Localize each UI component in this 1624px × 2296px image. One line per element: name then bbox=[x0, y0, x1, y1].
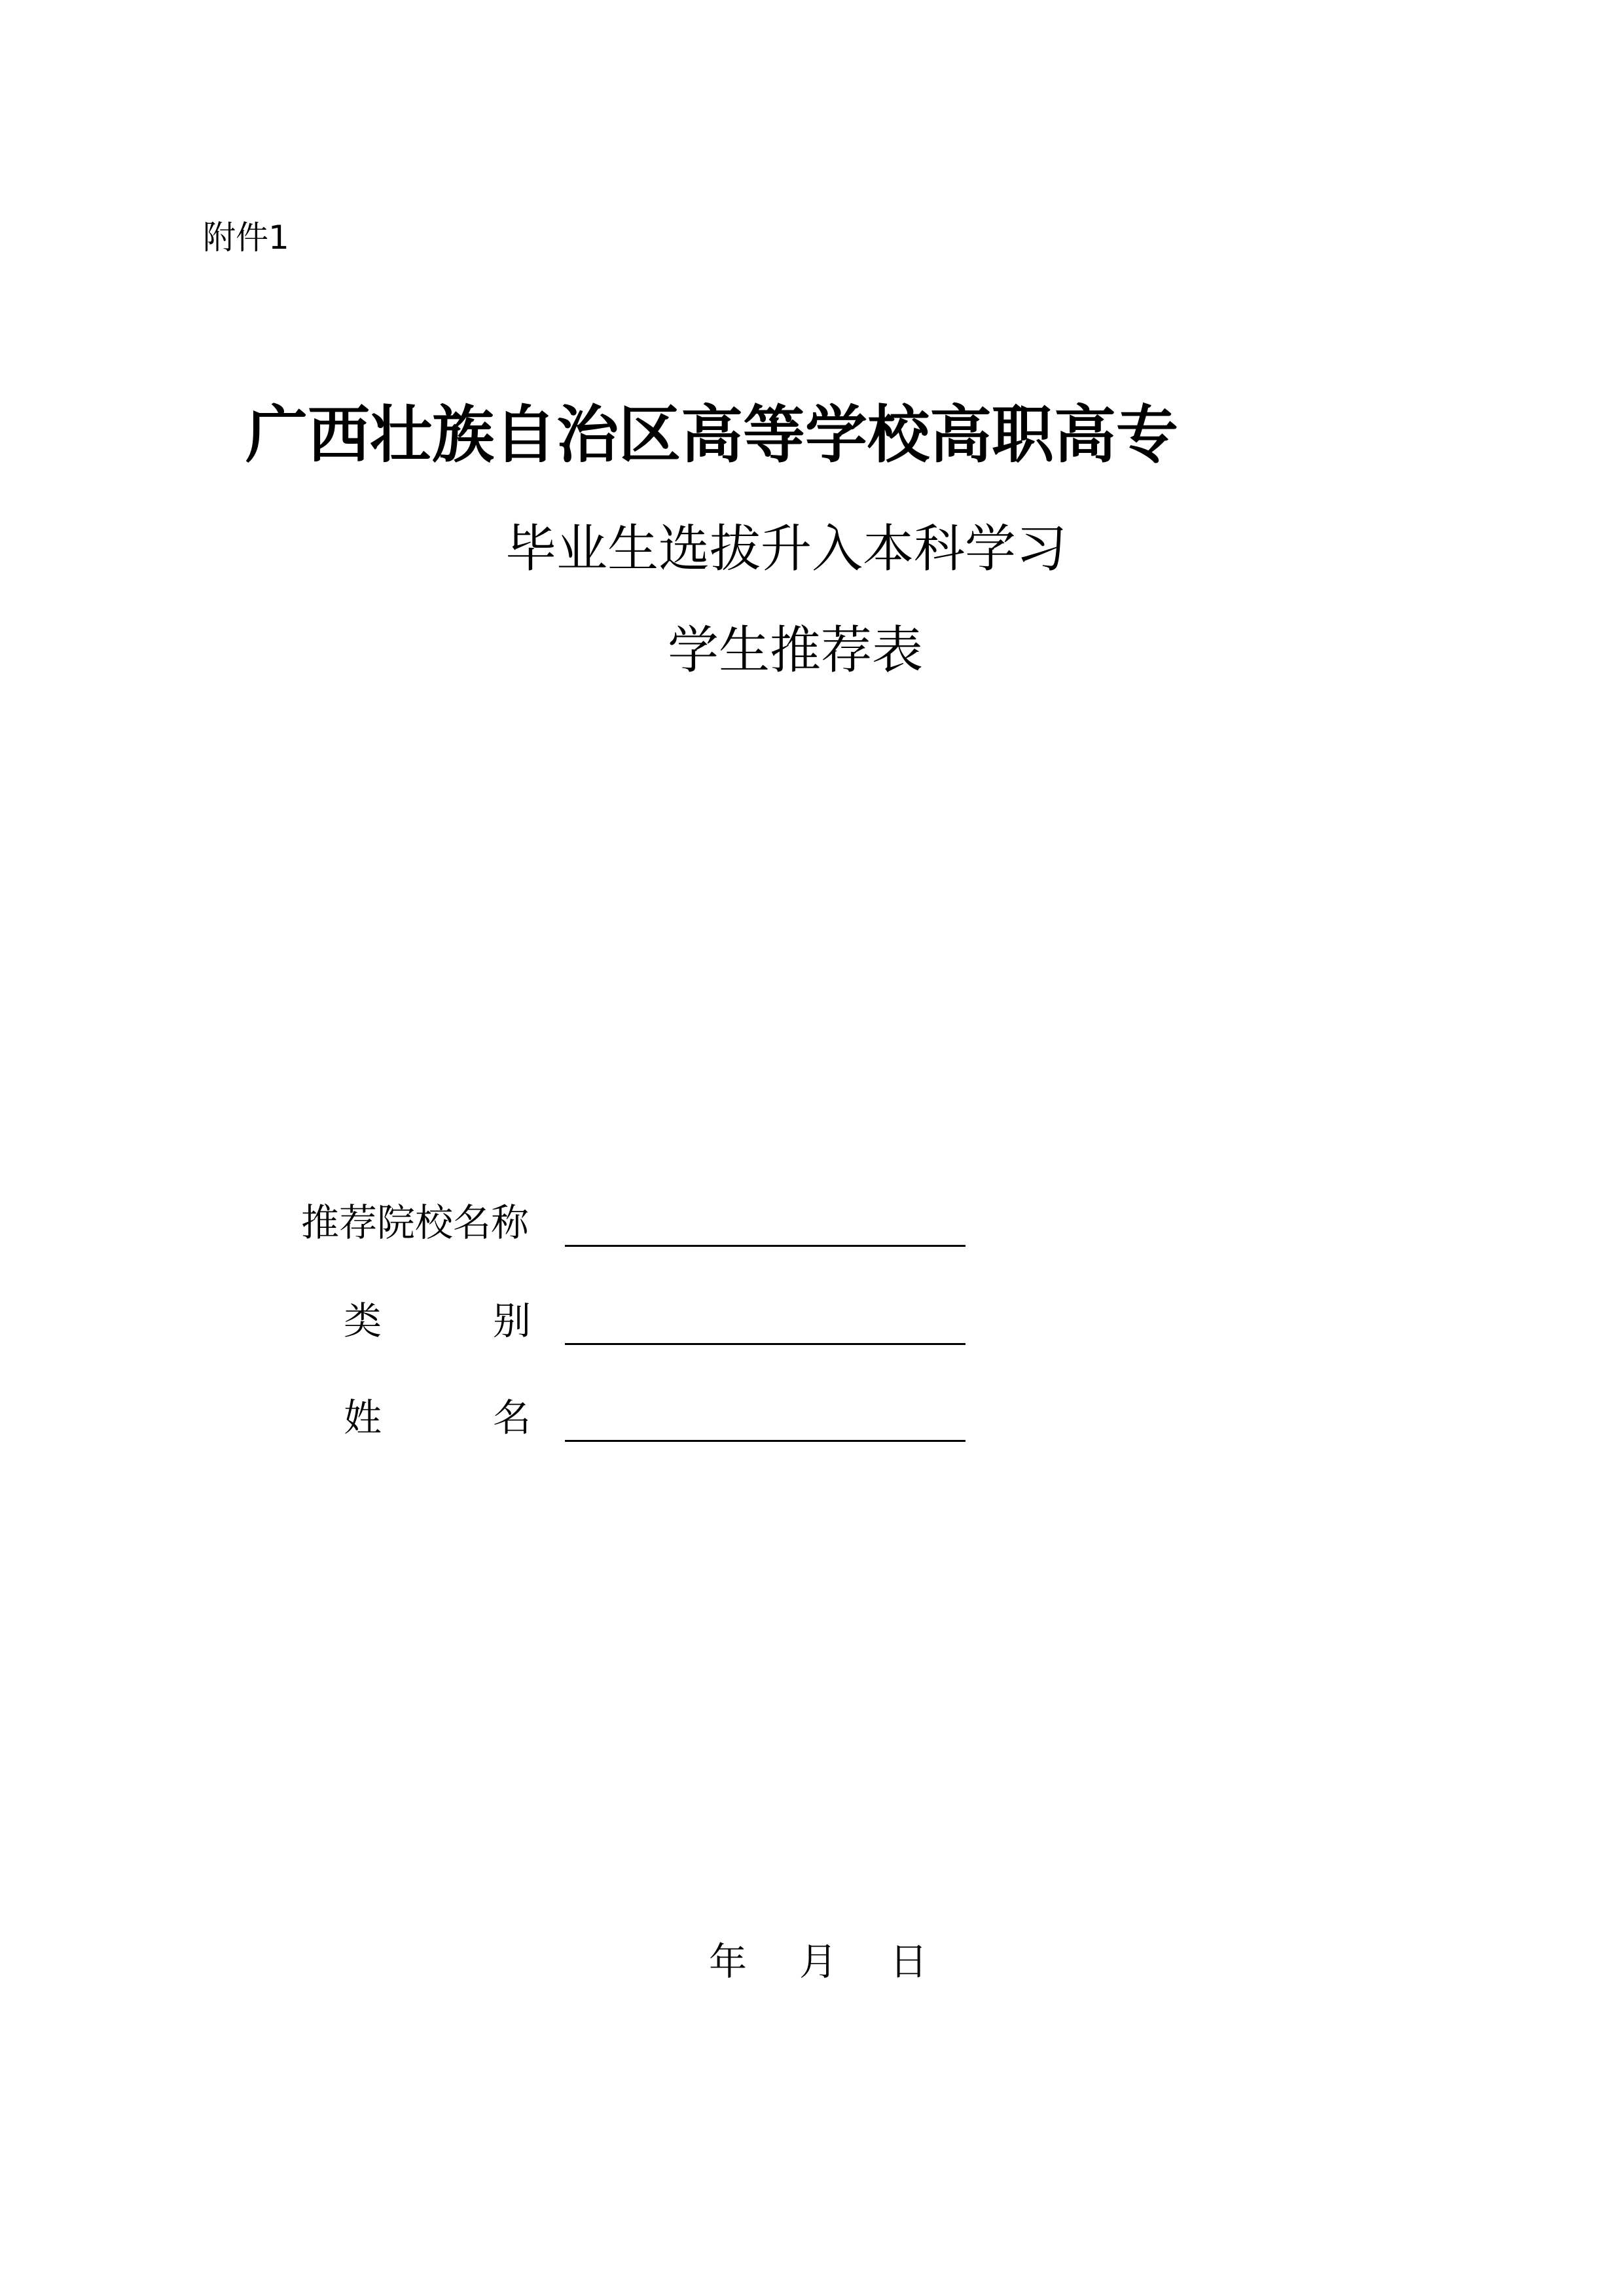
category-field bbox=[301, 1299, 1021, 1345]
category-label: 类别 bbox=[344, 1299, 643, 1343]
year-label: 年 bbox=[709, 1939, 748, 1984]
name-field bbox=[301, 1396, 1021, 1442]
name-blank[interactable] bbox=[565, 1440, 965, 1442]
date-line bbox=[709, 1939, 928, 1984]
document-form-name: 学生推荐表 bbox=[668, 621, 924, 680]
month-label: 月 bbox=[799, 1939, 838, 1984]
attachment-label: 附件1 bbox=[203, 219, 289, 257]
school-name-blank[interactable] bbox=[565, 1245, 965, 1247]
document-subtitle: 毕业生选拔升入本科学习 bbox=[505, 520, 1068, 579]
category-blank[interactable] bbox=[565, 1343, 965, 1345]
document-title: 广西壮族自治区高等学校高职高专 bbox=[245, 399, 1179, 471]
school-name-label: 推荐院校名称 bbox=[301, 1200, 530, 1245]
day-label: 日 bbox=[890, 1939, 928, 1984]
name-label: 姓名 bbox=[344, 1395, 643, 1440]
school-name-field bbox=[301, 1201, 1021, 1247]
